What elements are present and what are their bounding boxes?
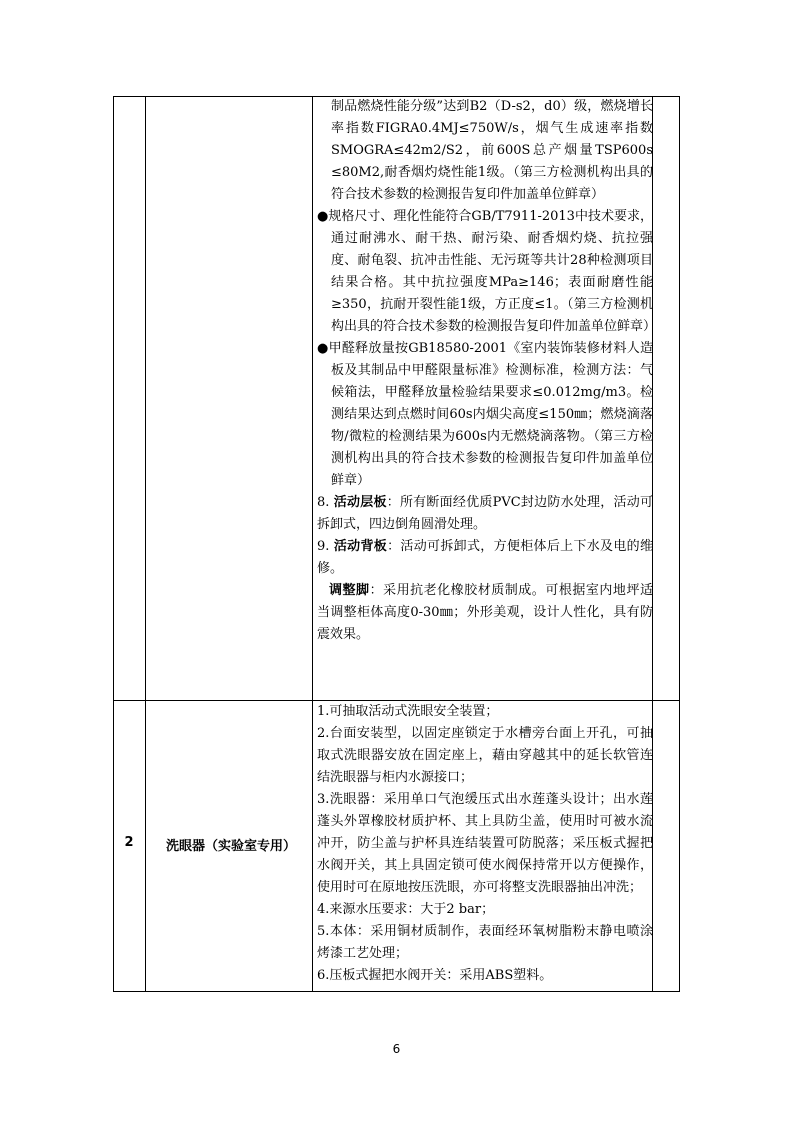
row2-spec-5: 5.本体：采用铜材质制作，表面经环氧树脂粉末静电喷涂烤漆工艺处理； bbox=[317, 924, 653, 961]
row1-bullet-formaldehyde: ●甲醛释放量按GB18580-2001《室内装饰装修材料人造板及其制品中甲醛限量标准》检测标准，检测方法：气候箱法，甲醛释放量检验结果要求≤0.012mg/m3。检测结果达到点燃时间60s内烟尖高度≤150㎜；燃烧滴落物/微粒的检测结果为600s内无燃烧滴落物。（第三方检测机构出具的符合技术参数的检测报告复印件加盖单位鲜章） bbox=[317, 341, 653, 488]
row2-number: 2 bbox=[124, 835, 134, 850]
table-border-bottom bbox=[113, 991, 680, 992]
table-divider-name bbox=[312, 96, 313, 992]
row2-spec-4: 4.来源水压要求：大于2 bar； bbox=[317, 902, 495, 917]
row1-bullet-size: ●规格尺寸、理化性能符合GB/T7911-2013中技术要求，通过耐沸水、耐干热、耐污染、耐香烟灼烧、抗拉强度、耐龟裂、抗冲击性能、无污斑等共计28种检测项目结果合格。其中抗拉强度MPa≥146；表面耐磨性能≥350，抗耐开裂性能1级，方正度≤1。（第三方检测机构出具的符合技术参数的检测报告复印件加盖单位鲜章） bbox=[317, 209, 657, 334]
row1-spec-cell bbox=[317, 96, 657, 646]
table-divider-number bbox=[145, 96, 146, 992]
row1-item-8: 8. 活动层板：所有断面经优质PVC封边防水处理，活动可拆卸式，四边倒角圆滑处理。 bbox=[317, 495, 653, 532]
row2-spec-2: 2.台面安装型，以固定座锁定于水槽旁台面上开孔，可抽取式洗眼器安放在固定座上，藉由穿越其中的延长软管连结洗眼器与柜内水源接口； bbox=[317, 726, 653, 785]
row1-paragraph: 制品燃烧性能分级”达到B2（D-s2，d0）级，燃烧增长率指数FIGRA0.4MJ≤750W/s，烟气生成速率指数SMOGRA≤42m2/S2，前600S总产烟量TSP600s ≤80M2,耐香烟灼烧性能1级。（第三方检测机构出具的符合技术参数的检测报告复印件加盖单位鲜章） bbox=[331, 99, 653, 202]
row1-item-9: 9. 活动背板：活动可拆卸式，方便柜体后上下水及电的维修。 bbox=[317, 539, 653, 576]
row2-spec-cell bbox=[317, 701, 653, 987]
page-number: 6 bbox=[392, 1042, 401, 1056]
row1-adjust-foot: 调整脚：采用抗老化橡胶材质制成。可根据室内地坪适当调整柜体高度0-30㎜；外形美观，设计人性化，具有防震效果。 bbox=[317, 583, 653, 642]
row2-spec-6: 6.压板式握把水阀开关：采用ABS塑料。 bbox=[317, 968, 553, 983]
row2-item-name: 洗眼器（实验室专用） bbox=[165, 839, 296, 854]
spec-table bbox=[113, 96, 680, 992]
table-border-right bbox=[679, 96, 680, 992]
row2-spec-3: 3.洗眼器：采用单口气泡缓压式出水莲蓬头设计；出水莲蓬头外罩橡胶材质护杯、其上具防尘盖，使用时可被水流冲开，防尘盖与护杯具连结装置可防脱落；采压板式握把水阀开关，其上具固定锁可使水阀保持常开以方便操作，使用时可在原地按压洗眼，亦可将整支洗眼器抽出冲洗； bbox=[317, 792, 653, 895]
row2-spec-1: 1.可抽取活动式洗眼安全装置； bbox=[317, 704, 499, 719]
table-border-left bbox=[113, 96, 114, 992]
